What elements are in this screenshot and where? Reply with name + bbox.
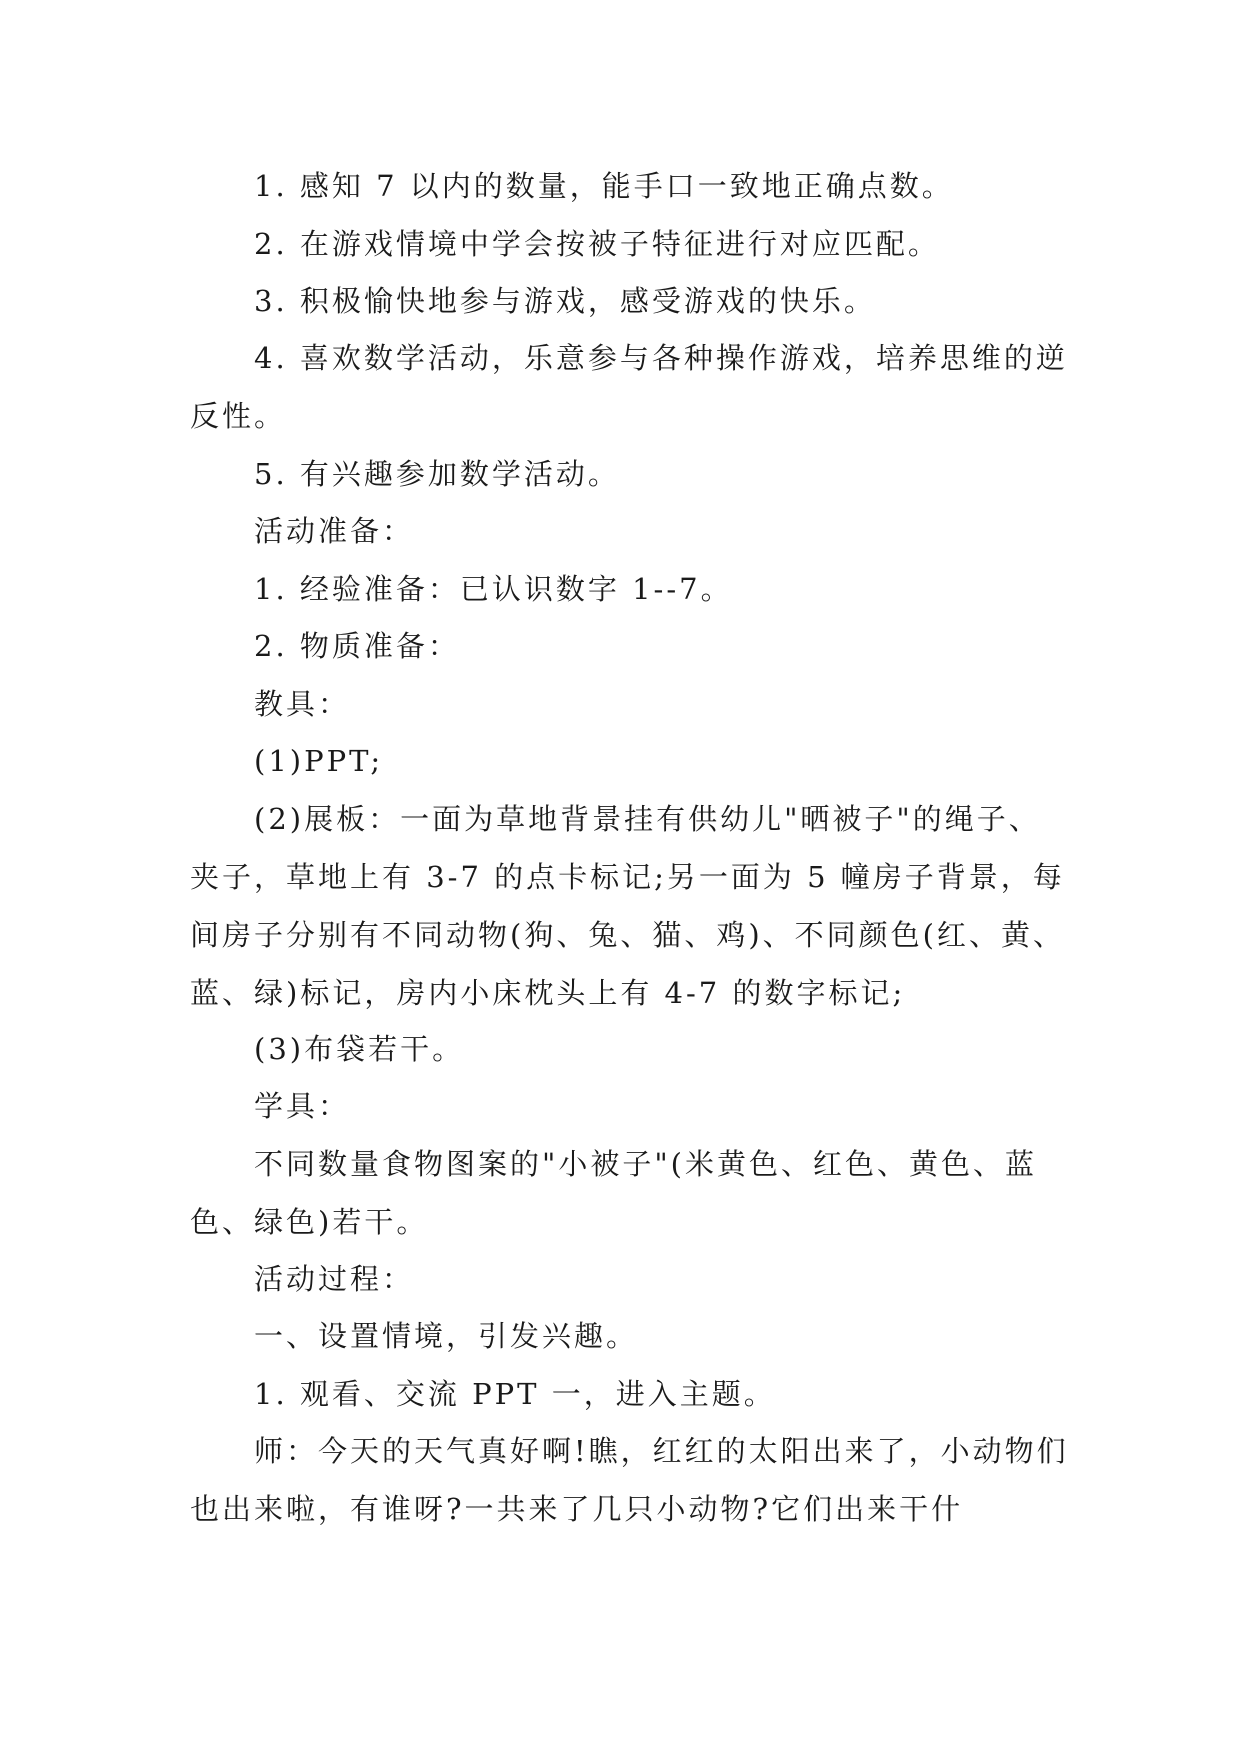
process-step-1: 一、设置情境，引发兴趣。	[254, 1319, 639, 1353]
learning-aids-detail: 不同数量食物图案的"小被子"(米黄色、红色、黄色、蓝色、绿色)若干。	[190, 1147, 1037, 1239]
teaching-aid-1: (1)PPT;	[254, 744, 384, 778]
process-step-1-1: 1. 观看、交流 PPT 一，进入主题。	[254, 1377, 776, 1411]
teacher-dialogue: 师：今天的天气真好啊!瞧，红红的太阳出来了，小动物们也出来啦，有谁呀?一共来了几只小动物?它们出来干什	[190, 1434, 1069, 1526]
teaching-aid-3: (3)布袋若干。	[254, 1032, 465, 1066]
goal-1: 1. 感知 7 以内的数量，能手口一致地正确点数。	[254, 169, 954, 203]
teaching-aids-heading: 教具：	[254, 687, 351, 721]
goal-3: 3. 积极愉快地参与游戏，感受游戏的快乐。	[254, 284, 876, 318]
goal-5: 5. 有兴趣参加数学活动。	[254, 457, 620, 491]
goal-4: 4. 喜欢数学活动，乐意参与各种操作游戏，培养思维的逆反性。	[190, 341, 1068, 433]
prep-experience: 1. 经验准备：已认识数字 1--7。	[254, 572, 733, 606]
teaching-aid-2: (2)展板：一面为草地背景挂有供幼儿"晒被子"的绳子、夹子，草地上有 3-7 的点卡标记;另一面为 5 幢房子背景，每间房子分别有不同动物(狗、兔、猫、鸡)、不同颜色(红、黄、蓝、绿)标记，房内小床枕头上有 4-7 的数字标记;	[190, 802, 1065, 1010]
section-heading-process: 活动过程：	[254, 1262, 415, 1296]
learning-aids-heading: 学具：	[254, 1089, 351, 1123]
section-heading-preparation: 活动准备：	[254, 514, 415, 548]
goal-2: 2. 在游戏情境中学会按被子特征进行对应匹配。	[254, 227, 940, 261]
prep-materials: 2. 物质准备：	[254, 629, 460, 663]
